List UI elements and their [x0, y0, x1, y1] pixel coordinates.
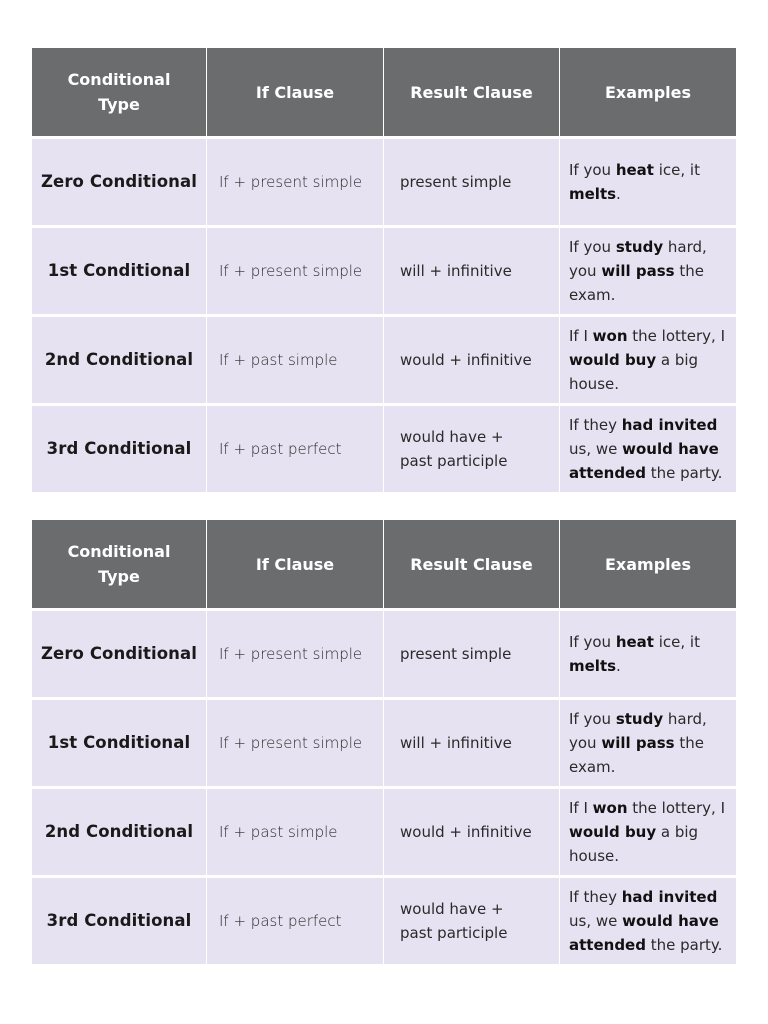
example-cell	[560, 406, 736, 492]
header-result-clause: Result Clause	[384, 48, 559, 136]
if-clause-cell: If + past perfect	[207, 878, 383, 964]
type-cell: 2nd Conditional	[32, 789, 206, 875]
example-cell	[560, 878, 736, 964]
header-examples: Examples	[560, 48, 736, 136]
type-cell: 1st Conditional	[32, 228, 206, 314]
header-if-clause: If Clause	[207, 48, 383, 136]
type-cell: Zero Conditional	[32, 139, 206, 225]
example-cell	[560, 228, 736, 314]
example-text: If I won the lottery, I would buy a big house.	[569, 799, 726, 865]
header-examples: Examples	[560, 520, 736, 608]
example-cell	[560, 139, 736, 225]
header-result-clause: Result Clause	[384, 520, 559, 608]
example-cell	[560, 789, 736, 875]
result-clause-cell: would have + past participle	[384, 878, 559, 964]
result-clause-cell: present simple	[384, 139, 559, 225]
example-text: If you heat ice, it melts.	[569, 633, 700, 675]
result-clause-cell: would have + past participle	[384, 406, 559, 492]
example-cell	[560, 700, 736, 786]
type-cell: 1st Conditional	[32, 700, 206, 786]
conditionals-table-duplicate	[32, 520, 736, 964]
if-clause-cell: If + present simple	[207, 700, 383, 786]
example-cell	[560, 611, 736, 697]
if-clause-cell: If + past simple	[207, 317, 383, 403]
result-clause-cell: would + infinitive	[384, 789, 559, 875]
type-cell: 3rd Conditional	[32, 878, 206, 964]
example-cell	[560, 317, 736, 403]
example-text: If I won the lottery, I would buy a big house.	[569, 327, 726, 393]
type-cell: 3rd Conditional	[32, 406, 206, 492]
if-clause-cell: If + past simple	[207, 789, 383, 875]
if-clause-cell: If + past perfect	[207, 406, 383, 492]
if-clause-cell: If + present simple	[207, 611, 383, 697]
result-clause-cell: will + infinitive	[384, 228, 559, 314]
header-conditional-type: Conditional Type	[32, 48, 206, 136]
header-conditional-type: Conditional Type	[32, 520, 206, 608]
example-text: If they had invited us, we would have attended the party.	[569, 888, 723, 954]
conditionals-table	[32, 48, 736, 492]
result-clause-cell: will + infinitive	[384, 700, 559, 786]
example-text: If you study hard, you will pass the exam.	[569, 710, 707, 776]
example-text: If you heat ice, it melts.	[569, 161, 700, 203]
example-text: If you study hard, you will pass the exam.	[569, 238, 707, 304]
type-cell: Zero Conditional	[32, 611, 206, 697]
result-clause-cell: would + infinitive	[384, 317, 559, 403]
result-clause-cell: present simple	[384, 611, 559, 697]
example-text: If they had invited us, we would have attended the party.	[569, 416, 723, 482]
if-clause-cell: If + present simple	[207, 228, 383, 314]
if-clause-cell: If + present simple	[207, 139, 383, 225]
header-if-clause: If Clause	[207, 520, 383, 608]
type-cell: 2nd Conditional	[32, 317, 206, 403]
